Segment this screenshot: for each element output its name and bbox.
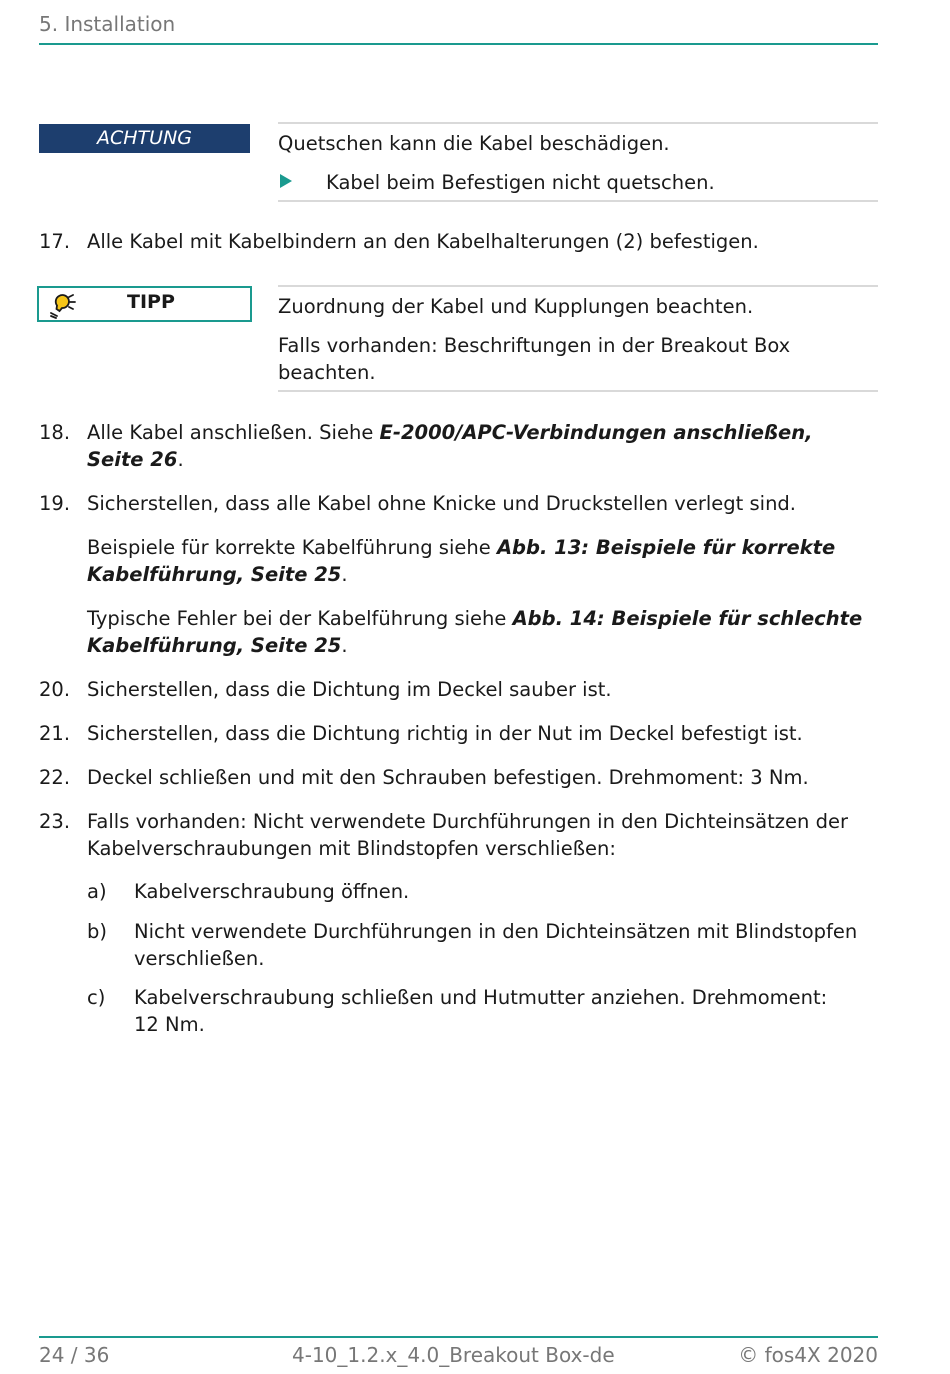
step-number: 18. — [39, 421, 71, 444]
cross-reference-link[interactable]: Abb. 13: Beispiele für korrekte — [496, 536, 836, 559]
arrow-right-icon — [280, 174, 292, 188]
step-text — [87, 446, 877, 473]
tip-line: beachten. — [278, 361, 376, 384]
step-number: 21. — [39, 722, 71, 745]
caution-label: ACHTUNG — [39, 124, 250, 153]
step-text-plain: Beispiele für korrekte Kabelführung siehe — [87, 536, 497, 559]
tip-top-rule — [278, 285, 878, 287]
step-paragraph — [87, 605, 877, 632]
tip-bottom-rule — [278, 390, 878, 392]
page-number: 24 / 36 — [39, 1343, 110, 1367]
caution-instruction: Kabel beim Befestigen nicht quetschen. — [326, 171, 715, 194]
step-paragraph — [87, 632, 877, 659]
tip-label: TIPP — [127, 291, 175, 313]
substep-letter: c) — [87, 986, 106, 1009]
cross-reference-link[interactable]: Kabelführung, Seite 25 — [87, 634, 342, 657]
step-text-plain: Typische Fehler bei der Kabelführung siehe — [87, 607, 513, 630]
substep-text: verschließen. — [134, 947, 265, 970]
step-number: 19. — [39, 492, 71, 515]
header-rule — [39, 43, 878, 45]
step-text: Alle Kabel mit Kabelbindern an den Kabelhalterungen (2) befestigen. — [87, 230, 759, 253]
step-text: Kabelverschraubungen mit Blindstopfen verschließen: — [87, 837, 616, 860]
step-text: Deckel schließen und mit den Schrauben befestigen. Drehmoment: 3 Nm. — [87, 766, 809, 789]
cross-reference-link[interactable]: Abb. 14: Beispiele für schlechte — [512, 607, 863, 630]
step-text-plain: . — [177, 448, 184, 471]
caution-top-rule — [278, 122, 878, 124]
step-text: Sicherstellen, dass die Dichtung im Deckel sauber ist. — [87, 678, 612, 701]
footer-rule — [39, 1336, 878, 1338]
lightbulb-icon — [47, 291, 77, 319]
cross-reference-link[interactable]: E-2000/APC-Verbindungen anschließen, — [379, 421, 813, 444]
cross-reference-link[interactable]: Seite 26 — [87, 448, 178, 471]
step-number: 23. — [39, 810, 71, 833]
step-text-plain: . — [341, 634, 348, 657]
step-paragraph — [87, 534, 877, 561]
copyright: © fos4X 2020 — [738, 1343, 878, 1367]
step-number: 17. — [39, 230, 71, 253]
tip-line: Falls vorhanden: Beschriftungen in der Breakout Box — [278, 334, 791, 357]
substep-text: Kabelverschraubung schließen und Hutmutter anziehen. Drehmoment: — [134, 986, 828, 1009]
step-text-plain: Alle Kabel anschließen. Siehe — [87, 421, 380, 444]
tip-line: Zuordnung der Kabel und Kupplungen beachten. — [278, 295, 754, 318]
step-text: Falls vorhanden: Nicht verwendete Durchführungen in den Dichteinsätzen der — [87, 810, 848, 833]
cross-reference-link[interactable]: Kabelführung, Seite 25 — [87, 563, 342, 586]
tip-label-box — [37, 286, 252, 322]
substep-letter: b) — [87, 920, 107, 943]
step-text-plain: . — [341, 563, 348, 586]
substep-text: Nicht verwendete Durchführungen in den Dichteinsätzen mit Blindstopfen — [134, 920, 858, 943]
document-id: 4-10_1.2.x_4.0_Breakout Box-de — [292, 1343, 615, 1367]
section-header: 5. Installation — [39, 12, 176, 36]
substep-text: 12 Nm. — [134, 1013, 205, 1036]
substep-letter: a) — [87, 880, 107, 903]
step-number: 22. — [39, 766, 71, 789]
substep-text: Kabelverschraubung öffnen. — [134, 880, 410, 903]
step-text: Sicherstellen, dass alle Kabel ohne Knicke und Druckstellen verlegt sind. — [87, 492, 797, 515]
caution-bottom-rule — [278, 200, 878, 202]
caution-message: Quetschen kann die Kabel beschädigen. — [278, 132, 670, 155]
step-text — [87, 419, 877, 446]
step-number: 20. — [39, 678, 71, 701]
step-paragraph — [87, 561, 877, 588]
step-text: Sicherstellen, dass die Dichtung richtig in der Nut im Deckel befestigt ist. — [87, 722, 803, 745]
